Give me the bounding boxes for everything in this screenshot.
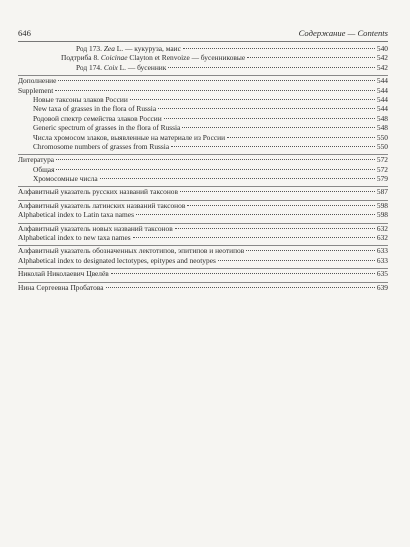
taxon-name: Zea — [103, 44, 115, 53]
toc-entry-title — [18, 210, 134, 219]
title-text: Алфавитный указатель обозначенных лектотипов, эпитипов и неотипов — [18, 246, 245, 256]
toc-entry — [18, 154, 388, 164]
toc-entry — [18, 174, 388, 183]
toc-page-number: 542 — [376, 53, 388, 63]
toc-entry-title — [33, 174, 98, 183]
toc-entry — [18, 186, 388, 196]
title-text: Chromosome numbers of grasses from Russia — [33, 141, 170, 151]
title-text: Литература — [18, 155, 55, 165]
dot-leader — [168, 67, 375, 68]
toc-page-number: 598 — [376, 210, 388, 220]
title-text: Николай Николаевич Цвелёв — [18, 269, 109, 279]
title-text: Род 173. — [76, 44, 104, 53]
title-text: Родовой спектр семейства злаков России — [33, 113, 162, 123]
toc-entry — [18, 86, 388, 95]
toc-entry-title — [18, 256, 216, 265]
dot-leader — [130, 99, 375, 100]
toc-entry — [18, 123, 388, 132]
toc-page-number: 550 — [376, 141, 388, 151]
toc-entry-title — [18, 269, 109, 278]
toc-entry — [18, 282, 388, 292]
toc-entry-title — [18, 201, 185, 210]
title-text: Supplement — [18, 85, 54, 95]
toc-entry — [18, 63, 388, 72]
toc-page-number: 572 — [376, 155, 388, 165]
toc-entry — [18, 268, 388, 278]
taxon-name: Coicinae — [100, 53, 128, 63]
toc-page-number: 639 — [376, 282, 388, 292]
running-title: Содержание — Contents — [298, 28, 388, 38]
page-header — [18, 27, 388, 39]
toc-entry — [18, 133, 388, 142]
dot-leader — [171, 146, 375, 147]
toc-entry-title — [33, 104, 156, 113]
toc-entry-title — [18, 224, 173, 233]
toc-entry — [18, 142, 388, 151]
title-text: Общая — [33, 164, 55, 174]
toc-entry-title — [33, 142, 169, 151]
dot-leader — [56, 169, 374, 170]
title-text: New taxa of grasses in the flora of Russia — [33, 104, 157, 114]
title-text: Clayton et Renvoize — бусенниковые — [127, 53, 246, 63]
dot-leader — [158, 108, 375, 109]
toc-page-number: 572 — [376, 164, 388, 174]
dot-leader — [246, 250, 375, 251]
toc-entry-title — [18, 86, 53, 95]
toc-entry — [18, 75, 388, 85]
title-text: Generic spectrum of grasses in the flora of Russia — [33, 123, 181, 133]
toc-entry-title — [61, 53, 245, 62]
title-text: Alphabetical index to Latin taxa names — [18, 210, 134, 220]
toc-page-number: 548 — [376, 123, 388, 133]
toc-entry-title — [18, 246, 244, 255]
dot-leader — [106, 287, 375, 288]
toc-entry — [18, 256, 388, 265]
title-text: Нина Сергеевна Пробатова — [18, 282, 104, 292]
page-number: 646 — [18, 28, 31, 38]
toc-entry — [18, 165, 388, 174]
dot-leader — [175, 228, 375, 229]
title-text: L. — бусенник — [117, 62, 167, 72]
toc-page-number: 633 — [376, 246, 388, 256]
title-text: Алфавитный указатель новых названий таксонов — [18, 223, 173, 233]
toc-page-number: 632 — [376, 233, 388, 243]
toc-page-number: 579 — [376, 174, 388, 184]
dot-leader — [55, 90, 375, 91]
dot-leader — [247, 57, 375, 58]
title-text: L. — кукуруза, маис — [114, 44, 181, 53]
toc-page-number: 632 — [376, 223, 388, 233]
title-text: Подтриба 8. — [61, 53, 101, 63]
dot-leader — [164, 118, 375, 119]
toc-page-number: 633 — [376, 255, 388, 265]
toc-entry — [18, 245, 388, 255]
toc-page-number: 544 — [376, 76, 388, 86]
toc-entry — [18, 95, 388, 104]
toc-entry-title — [33, 165, 54, 174]
title-text: Дополнение — [18, 76, 57, 86]
toc-entry-title — [18, 155, 54, 164]
toc-page-number: 548 — [376, 113, 388, 123]
toc-entry-title — [33, 133, 225, 142]
taxon-name: Coix — [103, 62, 118, 72]
toc-page-number: 542 — [376, 62, 388, 72]
dot-leader — [58, 80, 375, 81]
toc-entry — [18, 200, 388, 210]
toc-entry — [18, 104, 388, 113]
toc-page-number: 544 — [376, 94, 388, 104]
toc-page-number: 598 — [376, 200, 388, 210]
toc-entry — [18, 44, 388, 53]
toc-entry-title — [33, 114, 162, 123]
dot-leader — [218, 260, 375, 261]
dot-leader — [187, 205, 375, 206]
title-text: Alphabetical index to designated lectotypes, epitypes and neotypes — [18, 255, 216, 265]
dot-leader — [100, 178, 375, 179]
toc-page-number: 544 — [376, 104, 388, 114]
title-text: Алфавитный указатель русских названий таксонов — [18, 187, 178, 197]
toc-entry — [18, 223, 388, 233]
title-text: Числа хромосом злаков, выявленные на материале из России — [33, 132, 226, 142]
toc-entry — [18, 114, 388, 123]
toc-entry-title — [18, 233, 131, 242]
dot-leader — [133, 237, 375, 238]
toc-entry — [18, 210, 388, 219]
toc-entry-title — [76, 63, 166, 72]
toc-entry — [18, 53, 388, 62]
dot-leader — [56, 159, 375, 160]
toc-page-number: 635 — [376, 269, 388, 279]
header-divider — [18, 41, 388, 42]
toc-entry — [18, 233, 388, 242]
toc-entry-title — [18, 283, 104, 292]
toc-page-number: 540 — [376, 44, 388, 53]
title-text: Alphabetical index to new taxa names — [18, 233, 131, 243]
dot-leader — [136, 214, 375, 215]
dot-leader — [180, 191, 375, 192]
dot-leader — [111, 273, 375, 274]
toc-entry-title — [33, 123, 180, 132]
toc-entry-title — [18, 187, 178, 196]
dot-leader — [227, 137, 375, 138]
title-text: Род 174. — [76, 62, 104, 72]
toc-entry-title — [33, 95, 128, 104]
toc-entry-title — [18, 76, 56, 85]
dot-leader — [183, 48, 375, 49]
dot-leader — [182, 127, 375, 128]
toc-entry-title — [76, 44, 181, 53]
title-text: Хромосомные числа — [33, 174, 98, 184]
toc-page-number: 550 — [376, 132, 388, 142]
table-of-contents — [18, 44, 388, 292]
title-text: Новые таксоны злаков России — [33, 94, 128, 104]
toc-page-number: 587 — [376, 187, 388, 197]
toc-page-number: 544 — [376, 85, 388, 95]
title-text: Алфавитный указатель латинских названий таксонов — [18, 200, 186, 210]
